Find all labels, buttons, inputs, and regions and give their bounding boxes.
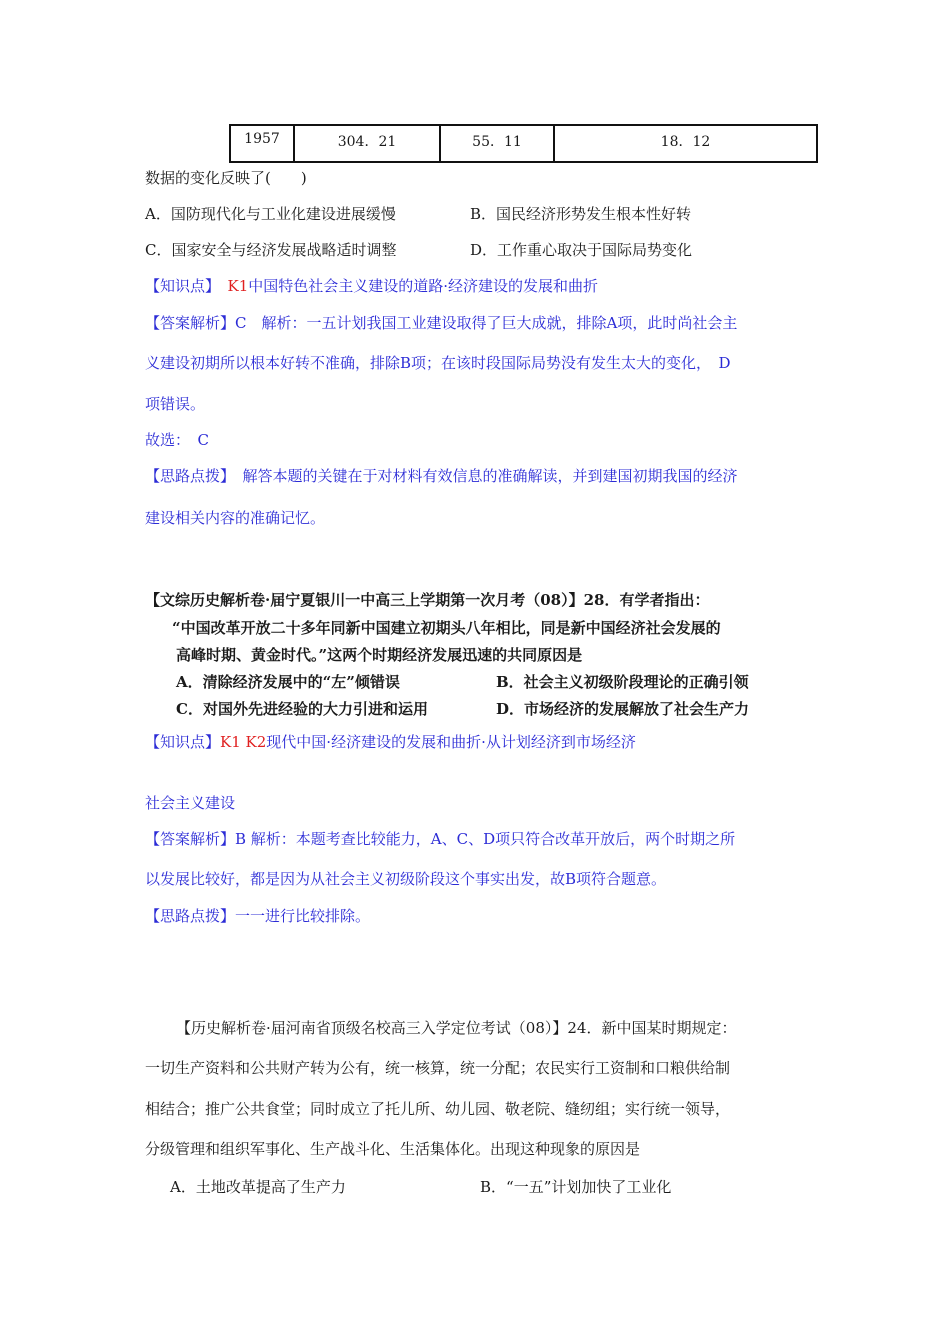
option-c: C．对国外先进经验的大力引进和运用 <box>176 700 428 718</box>
option-d: D．市场经济的发展解放了社会生产力 <box>496 700 750 718</box>
option-a: A．清除经济发展中的“左”倾错误 <box>176 673 400 691</box>
option-b: B．社会主义初级阶段理论的正确引领 <box>496 673 749 691</box>
data-table <box>229 124 818 163</box>
table-cell-year: 1957 <box>230 125 294 162</box>
solution-tip: 【思路点拨】一一进行比较排除。 <box>145 907 371 925</box>
option-b: B．“一五”计划加快了工业化 <box>480 1178 672 1196</box>
table-cell: 304．21 <box>294 125 440 162</box>
solution-tip: 【思路点拨】 解答本题的关键在于对材料有效信息的准确解读，并到建国初期我国的经济 <box>145 467 738 485</box>
answer-analysis: 【答案解析】C 解析：一五计划我国工业建设取得了巨大成就，排除A项，此时尚社会主 <box>145 314 738 332</box>
knowledge-text: 中国特色社会主义建设的道路·经济建设的发展和曲折 <box>248 277 599 295</box>
option-d: D．工作重心取决于国际局势变化 <box>470 241 693 259</box>
question-text: 一切生产资料和公共财产转为公有，统一核算，统一分配；农民实行工资制和口粮供给制 <box>145 1059 731 1077</box>
question-stem: 数据的变化反映了( ) <box>145 169 307 187</box>
question-quote: “中国改革开放二十多年同新中国建立初期头八年相比，同是新中国经济社会发展的 <box>172 619 721 637</box>
option-a: A．土地改革提高了生产力 <box>170 1178 346 1196</box>
question-source: 【文综历史解析卷·届宁夏银川一中高三上学期第一次月考（08）】28．有学者指出： <box>145 591 710 609</box>
knowledge-code: K1 K2 <box>220 733 267 751</box>
knowledge-tag: 【知识点】 <box>145 733 221 751</box>
knowledge-code: K1 <box>212 277 249 295</box>
option-b: B．国民经济形势发生根本性好转 <box>470 205 692 223</box>
table-row <box>230 125 817 162</box>
solution-tip: 建设相关内容的准确记忆。 <box>145 509 326 527</box>
answer-analysis: 项错误。 <box>145 395 206 413</box>
question-quote: 高峰时期、黄金时代。”这两个时期经济发展迅速的共同原因是 <box>176 646 583 664</box>
knowledge-point <box>145 276 598 296</box>
knowledge-tag: 【知识点】 <box>145 277 213 295</box>
question-text: 相结合；推广公共食堂；同时成立了托儿所、幼儿园、敬老院、缝纫组；实行统一领导， <box>145 1100 731 1118</box>
answer-analysis: 【答案解析】B 解析：本题考查比较能力，A、C、D项只符合改革开放后，两个时期之所 <box>145 830 736 848</box>
answer-analysis: 义建设初期所以根本好转不准确，排除B项；在该时段国际局势没有发生太大的变化， D <box>145 354 731 372</box>
knowledge-text: 现代中国·经济建设的发展和曲折·从计划经济到市场经济 <box>266 733 636 751</box>
answer-choice: 故选： C <box>145 431 209 449</box>
table-cell: 55．11 <box>440 125 554 162</box>
knowledge-point <box>145 732 636 752</box>
option-a: A．国防现代化与工业化建设进展缓慢 <box>145 205 396 223</box>
answer-analysis: 以发展比较好，都是因为从社会主义初级阶段这个事实出发，故B项符合题意。 <box>145 870 667 888</box>
option-c: C．国家安全与经济发展战略适时调整 <box>145 241 397 259</box>
table-cell: 18．12 <box>554 125 817 162</box>
question-text: 分级管理和组织军事化、生产战斗化、生活集体化。出现这种现象的原因是 <box>145 1140 641 1158</box>
knowledge-continued: 社会主义建设 <box>145 794 236 812</box>
question-source: 【历史解析卷·届河南省顶级名校高三入学定位考试（08）】24．新中国某时期规定： <box>176 1019 737 1037</box>
